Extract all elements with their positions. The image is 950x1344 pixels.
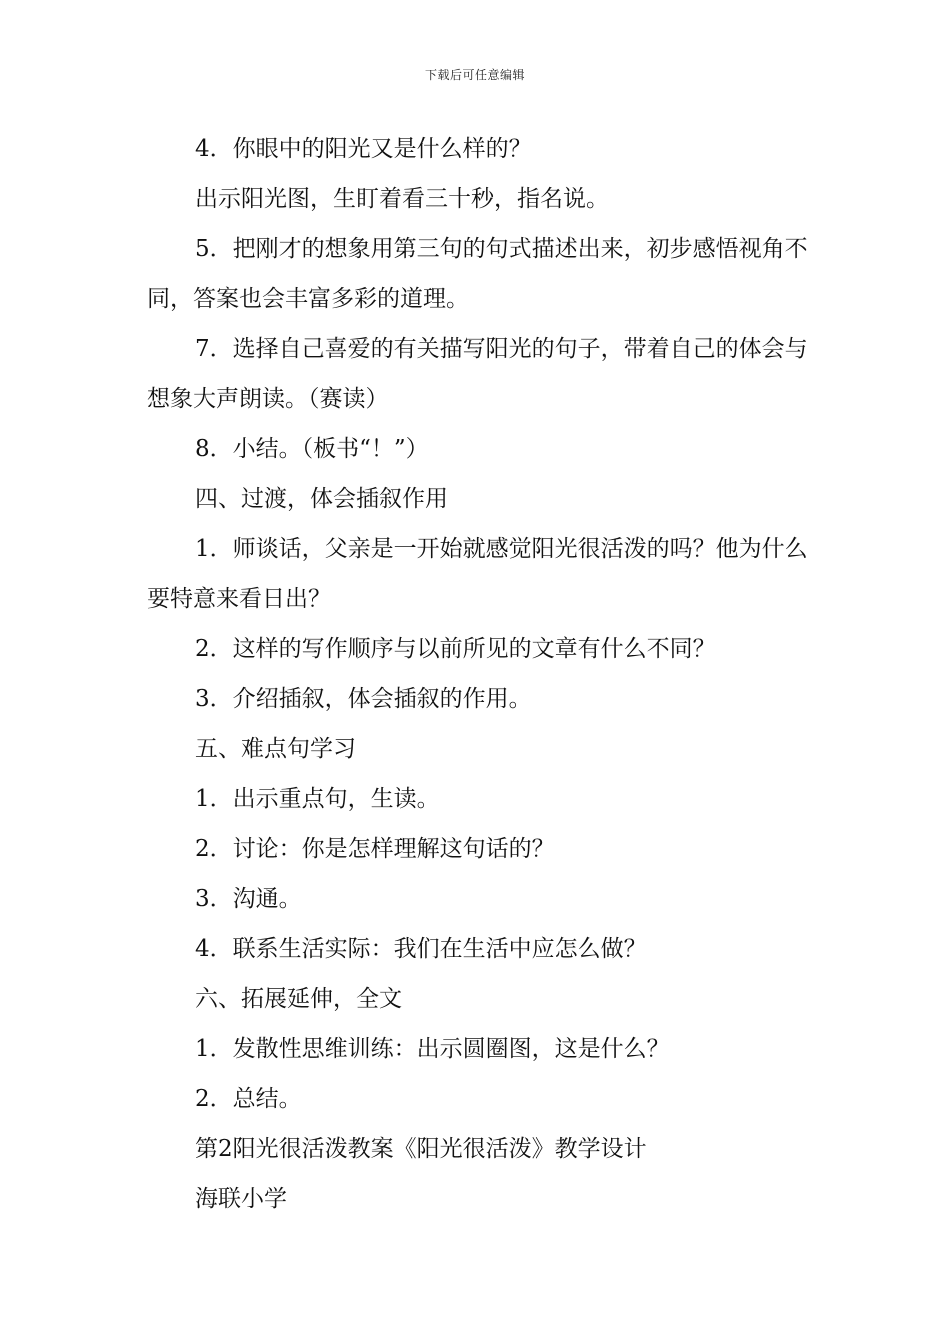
paragraph: 7．选择自己喜爱的有关描写阳光的句子，带着自己的体会与想象大声朗读。（赛读） [147, 336, 808, 412]
paragraph: 4．联系生活实际：我们在生活中应怎么做？ [195, 936, 647, 962]
paragraph: 3．介绍插叙，体会插叙的作用。 [195, 686, 532, 712]
paragraph: 1．出示重点句，生读。 [195, 786, 440, 812]
paragraph: 8．小结。（板书“！”） [195, 436, 429, 462]
paragraph: 1．师谈话，父亲是一开始就感觉阳光很活泼的吗？他为什么要特意来看日出？ [147, 536, 808, 612]
section-heading: 六、拓展延伸，全文 [195, 986, 402, 1012]
paragraph: 1．发散性思维训练：出示圆圈图，这是什么？ [195, 1036, 670, 1062]
paragraph: 3．沟通。 [195, 886, 302, 912]
paragraph: 2．讨论：你是怎样理解这句话的？ [195, 836, 555, 862]
paragraph: 4．你眼中的阳光又是什么样的？ [195, 136, 532, 162]
paragraph: 出示阳光图，生盯着看三十秒，指名说。 [195, 186, 609, 212]
paragraph: 2．总结。 [195, 1086, 302, 1112]
section-heading: 四、过渡，体会插叙作用 [195, 486, 448, 512]
document-body [147, 124, 812, 1224]
document-title: 第2阳光很活泼教案《阳光很活泼》教学设计 [195, 1136, 647, 1162]
paragraph: 5．把刚才的想象用第三句的句式描述出来，初步感悟视角不同，答案也会丰富多彩的道理。 [147, 236, 808, 312]
paragraph: 2．这样的写作顺序与以前所见的文章有什么不同？ [195, 636, 716, 662]
section-heading: 五、难点句学习 [195, 736, 356, 762]
page-header: 下载后可任意编辑 [424, 68, 525, 82]
school-name: 海联小学 [195, 1186, 287, 1212]
